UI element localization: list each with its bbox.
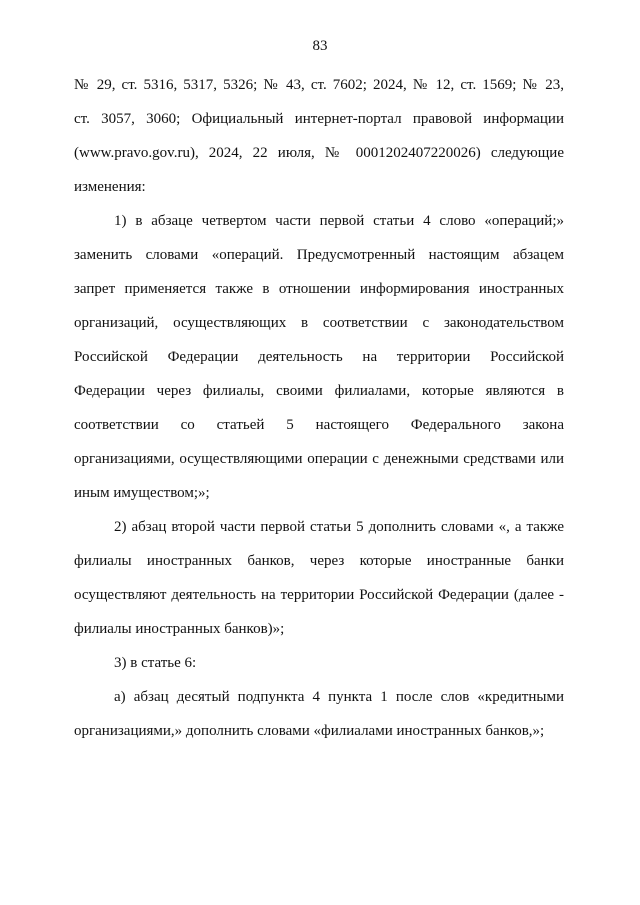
text-line: филиалы иностранных банков, через которые иностранные банки: [74, 553, 564, 569]
text-line: соответствии со статьей 5 настоящего Федерального закона: [74, 417, 564, 433]
text-line: Российской Федерации деятельность на территории Российской: [74, 349, 564, 365]
paragraph-first-line: а) абзац десятый подпункта 4 пункта 1 после слов «кредитными: [114, 689, 564, 705]
page-number: 83: [312, 38, 328, 54]
document-body: [74, 68, 564, 748]
paragraph-first-line: 3) в статье 6:: [114, 655, 197, 671]
text-line: № 29, ст. 5316, 5317, 5326; № 43, ст. 7602; 2024, № 12, ст. 1569; № 23,: [74, 77, 564, 93]
text-line: (www.pravo.gov.ru), 2024, 22 июля, № 0001202407220026) следующие: [74, 145, 564, 161]
paragraph-first-line: 1) в абзаце четвертом части первой статьи 4 слово «операций;»: [114, 213, 564, 229]
text-line: ст. 3057, 3060; Официальный интернет-портал правовой информации: [74, 111, 564, 127]
paragraph-first-line: 2) абзац второй части первой статьи 5 дополнить словами «, а также: [114, 519, 564, 535]
text-line: Федерации через филиалы, своими филиалами, которые являются в: [74, 383, 564, 399]
text-line: филиалы иностранных банков)»;: [74, 621, 285, 637]
text-line: иным имуществом;»;: [74, 485, 210, 501]
text-line: заменить словами «операций. Предусмотренный настоящим абзацем: [74, 247, 564, 263]
text-line: осуществляют деятельность на территории Российской Федерации (далее -: [74, 587, 564, 603]
text-line: организаций, осуществляющих в соответствии с законодательством: [74, 315, 564, 331]
text-line: изменения:: [74, 179, 146, 195]
text-line: организациями,» дополнить словами «филиалами иностранных банков,»;: [74, 723, 545, 739]
text-line: организациями, осуществляющими операции с денежными средствами или: [74, 451, 564, 467]
text-line: запрет применяется также в отношении информирования иностранных: [74, 281, 564, 297]
